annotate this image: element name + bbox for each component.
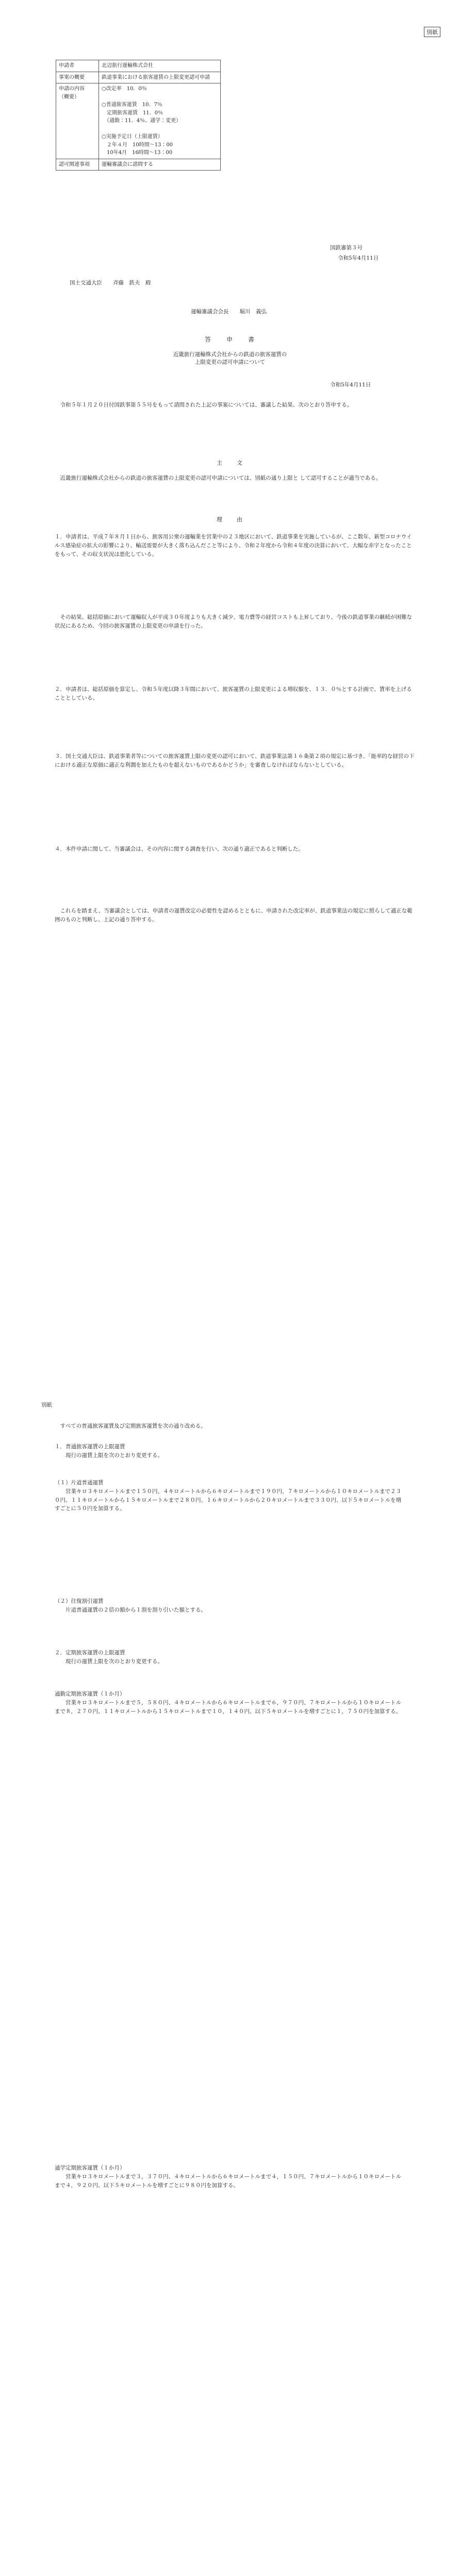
reason-paragraph: ２．申請者は、総括原価を算定し、令和５年度以降３年間において、旅客運賃の上限変更による増収額を、１３．０％とする計画で、賃率を上げることとしている。 — [55, 686, 412, 701]
summary-label: 申請者 — [56, 60, 99, 72]
appendix-item: 通学定期旅客運賃（１か月） 営業キロ３キロメートルまで３，３７０円、４キロメートルから６キロメートルまで４，１５０円、７キロメートルから１０キロメートルまで４，９２０円、以下５キロメートルを増すごとに９８０円を加算する。 — [55, 2165, 401, 2189]
reasons-heading: 理 由 — [217, 516, 243, 523]
summary-value: 北辺旅行運輸株式会社 — [99, 60, 221, 72]
addressee: 国土交通大臣 斉藤 鉄夫 殿 — [70, 280, 151, 286]
intro-paragraph: 令和５年１月２０日付国鉄事第５５号をもって諮問された上記の事案については、審議した結果、次のとおり答申する。 — [55, 402, 353, 408]
summary-table — [56, 60, 221, 171]
document-title: 答 申 書 — [204, 336, 255, 343]
summary-row — [56, 72, 221, 83]
appendix-item: ２．定期旅客運賃の上限運賃 現行の運賃上限を次のとおり変更する。 — [55, 1650, 163, 1665]
document-number: 国鉄審第３号 — [330, 245, 363, 251]
reference-date: 令和5年4月11日 — [330, 382, 371, 388]
summary-label: 申請の内容 （概要） — [56, 83, 99, 159]
sender: 運輸審議会会長 堀川 義弘 — [191, 309, 267, 315]
reason-paragraph: １．申請者は、平成７年８月１日から、旅客用公衆の運輸業を営業中の２３地区において、鉄道事業を実施しているが、ここ数年、新型コロナウイルス感染症の拡大の影響により、輸送需要が大きく落ち込んだこと等により、令和２年度から令和４年度の決算において、大幅な赤字となったことをもって、その収支状況は悪化している。 — [55, 534, 412, 557]
summary-value: ○改定率 10．0％ ○普通旅客運賃 10．7％ 定期旅客運賃 11．0％ （通勤：11．4％、通学：変更） ○実施予定日（上限運賃） ２年４月 10時間～13：00 10年4月 16時間～13：00 — [99, 83, 221, 159]
appendix-item: 通勤定期旅客運賃（１か月） 営業キロ３キロメートルまで５，５８０円、４キロメートルから６キロメートルまで６，９７０円、７キロメートルから１０キロメートルまで８，２７０円、１１キロメートルから１５キロメートルまで１０，１４０円、以下５キロメートルを増すごとに１，７５０円を加算する。 — [55, 1691, 401, 1715]
appendix-item: （２）往復割引運賃 片道普通運賃の２倍の額から１割を割り引いた額とする。 — [55, 1598, 206, 1613]
document-subject: 近畿旅行運輸株式会社からの鉄道の旅客運賃の 上限変更の認可申請について — [173, 351, 287, 365]
summary-row — [56, 159, 221, 171]
summary-row — [56, 83, 221, 159]
appendix-intro: すべての普通旅客運賃及び定期旅客運賃を次の通り改める。 — [55, 1423, 206, 1429]
appendix-label: 別紙 — [41, 1402, 52, 1408]
summary-value: 鉄道事業における旅客運賃の上限変更認可申請 — [99, 72, 221, 83]
reason-paragraph: これらを踏まえ、当審議会としては、申請者の運賃改定の必要性を認めるとともに、申請された改定率が、鉄道事業法の規定に照らして適正な範囲のものと判断し、上記の通り答申する。 — [55, 908, 413, 923]
summary-label: 事案の概要 — [56, 72, 99, 83]
summary-label: 認可関連事項 — [56, 159, 99, 171]
appendix-item: （１）片道普通運賃 営業キロ３キロメートルまで１５０円、４キロメートルから６キロメートルまで１９０円、７キロメートルから１０キロメートルまで２３０円、１１キロメートルから１５キロメートルまで２８０円、１６キロメートルから２０キロメートルまで３３０円、以下５キロメートルを増すごとに５０円を加算する。 — [55, 1480, 401, 1512]
document-mark: 別紙 — [424, 27, 440, 37]
reason-paragraph: その結果、総括原価において運輸収入が平成３０年度よりも大きく減少、電力費等の経営コストも上昇しており、今後の鉄道事業の継続が困難な状況にあるため、今回の旅客運賃の上限変更の申請を行った。 — [55, 614, 412, 629]
document-date: 令和5年4月11日 — [338, 255, 379, 261]
reason-paragraph: ３．国土交通大臣は、鉄道事業者等についての旅客運賃上限の変更の認可において、鉄道事業法第１６条第２項の規定に基づき、「能率的な経営の下における適正な原価に適正な利潤を加えたものを超えないものであるかどうか」を審査しなければならないとしている。 — [55, 753, 415, 768]
summary-value: 運輸審議会に諮問する — [99, 159, 221, 171]
main-text: 近畿旅行運輸株式会社からの鉄道の旅客運賃の上限変更の認可申請については、別紙の通り上限と して認可することが適当である。 — [55, 475, 382, 481]
main-heading: 主 文 — [217, 460, 243, 466]
summary-row — [56, 60, 221, 72]
reason-paragraph: ４．本件申請に関して、当審議会は、その内容に関する調査を行い、次の通り適正であると判断した。 — [55, 846, 304, 852]
appendix-item: １．普通旅客運賃の上限運賃 現行の運賃上限を次のとおり変更する。 — [55, 1444, 163, 1459]
